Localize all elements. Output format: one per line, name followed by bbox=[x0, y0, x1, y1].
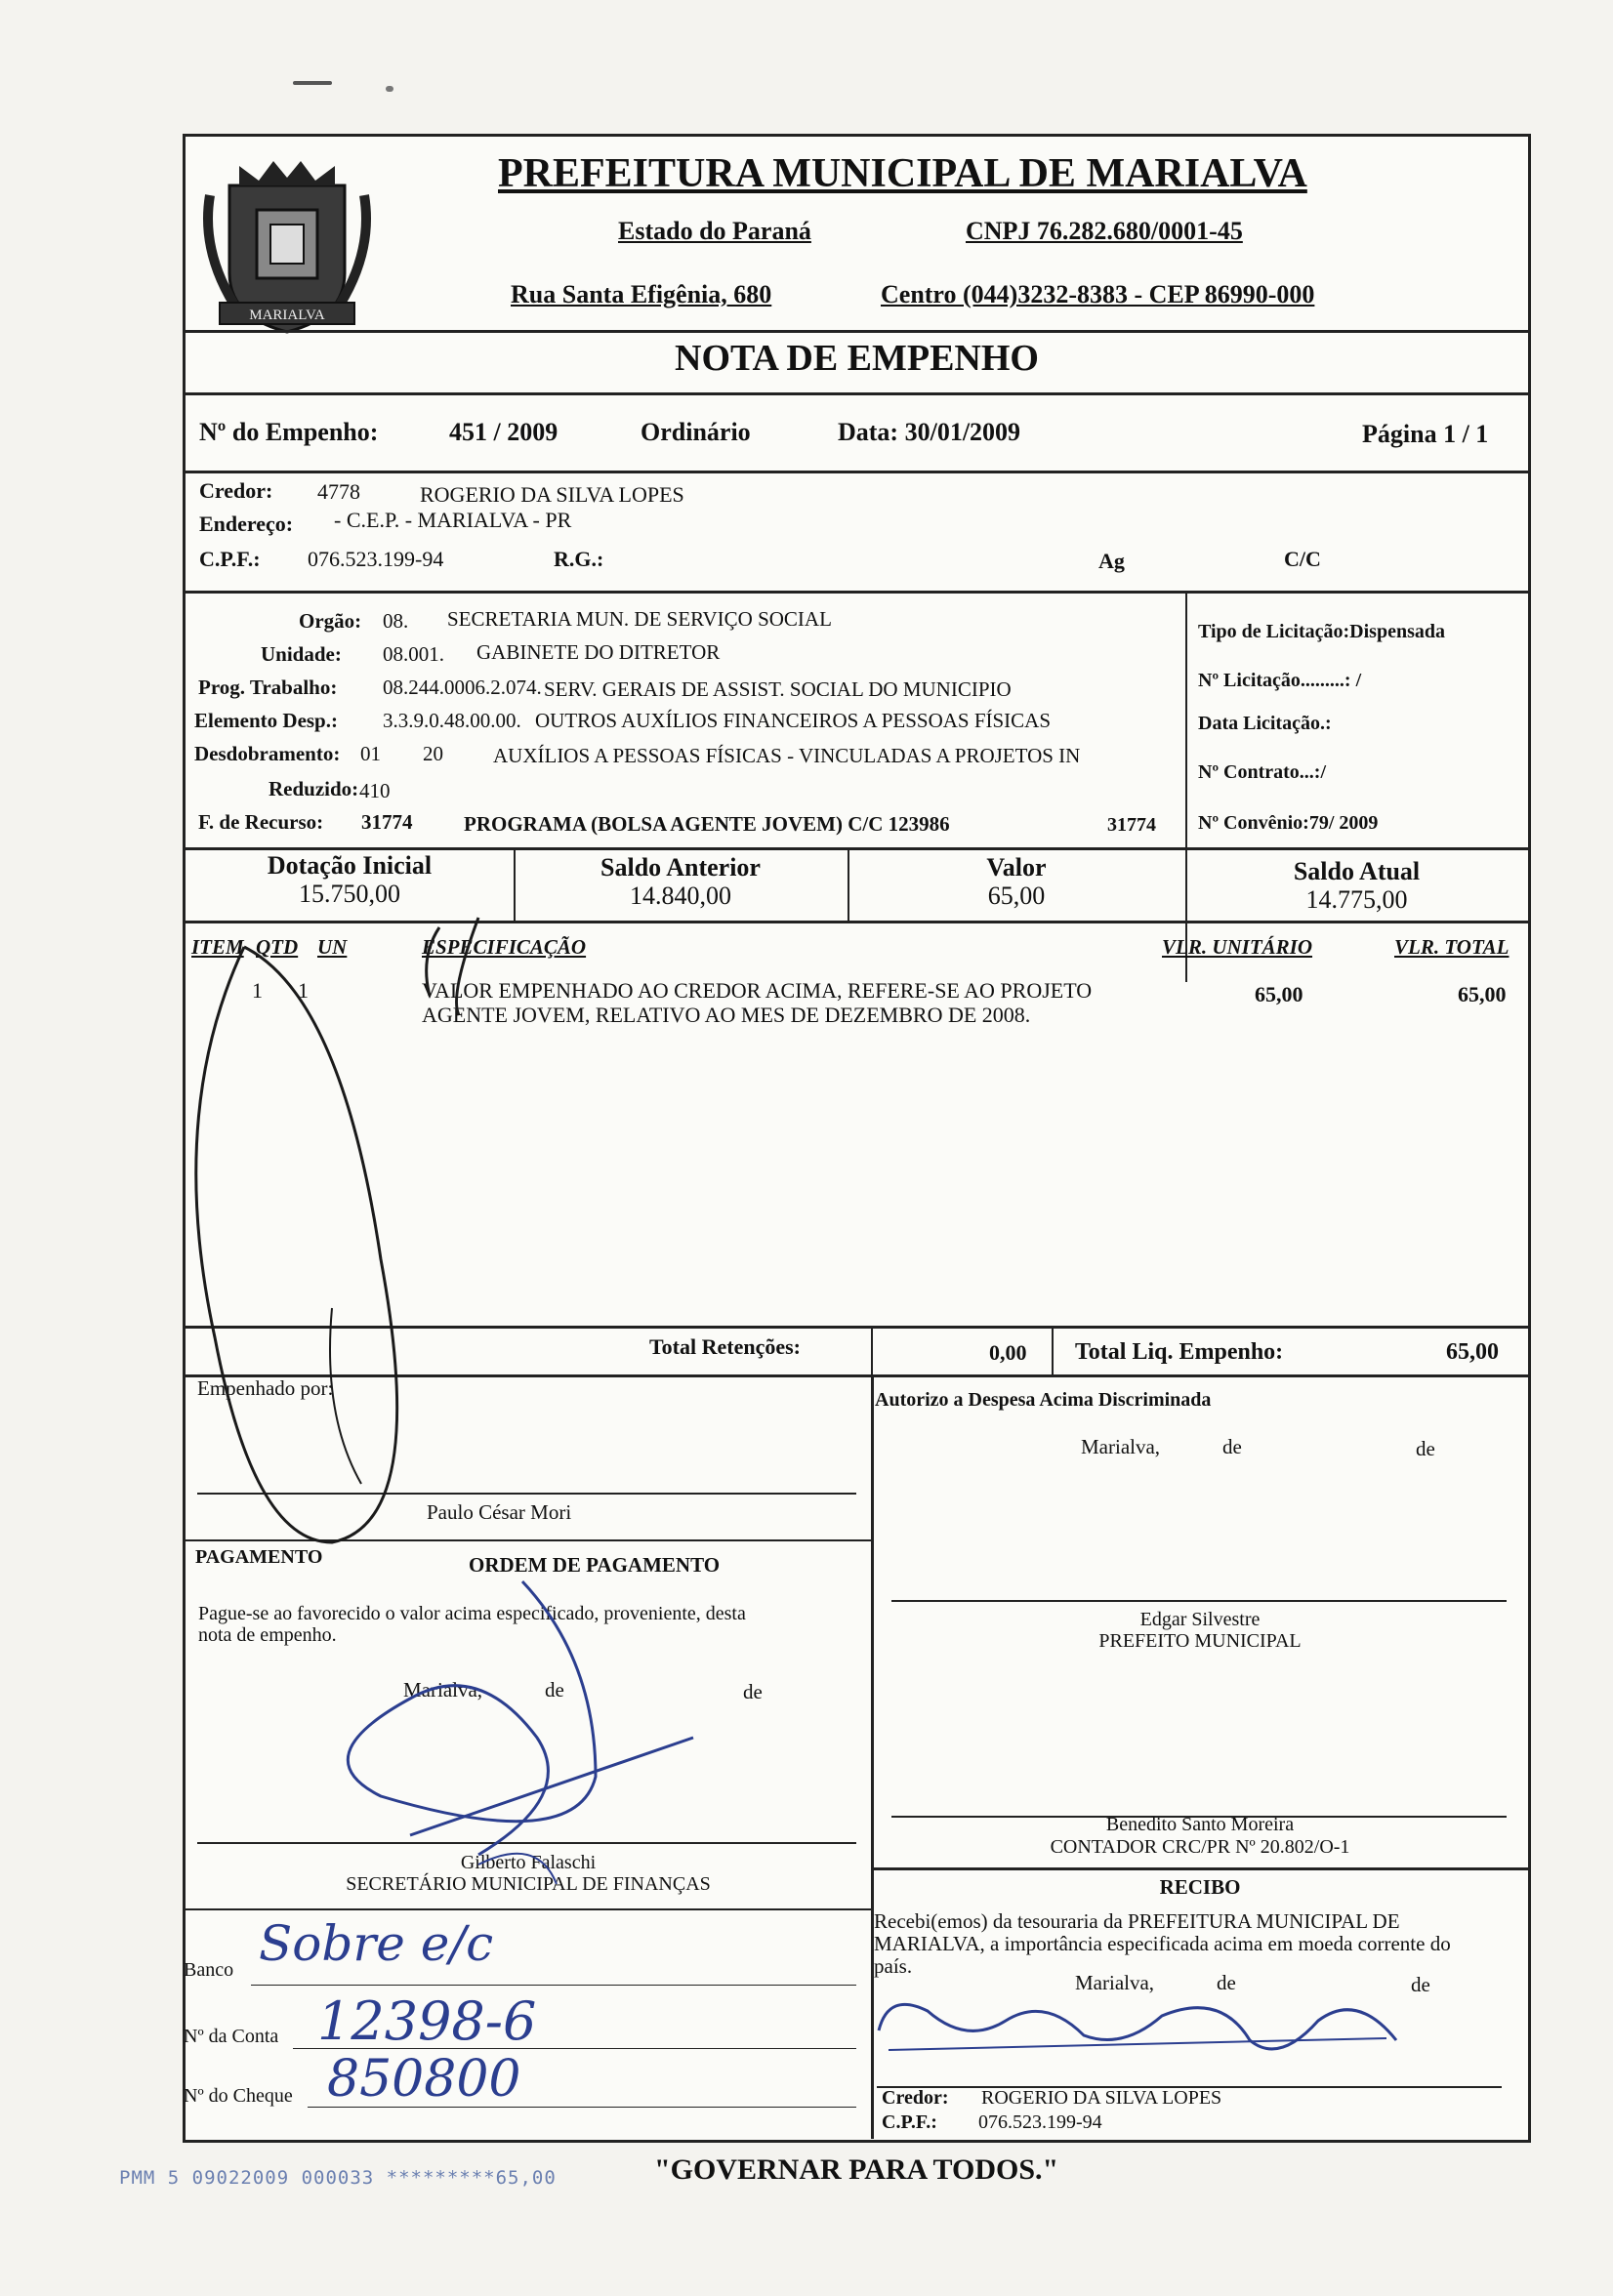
nota-de-empenho-form bbox=[183, 134, 1531, 2143]
receipt-de-1: de bbox=[1217, 1971, 1236, 1994]
agency-label: Ag bbox=[1098, 549, 1125, 573]
row-item: 1 bbox=[252, 978, 263, 1003]
dotacao-label: Dotação Inicial bbox=[267, 851, 433, 880]
receipt-city: Marialva, bbox=[1075, 1971, 1155, 1994]
autorizo-de-1: de bbox=[1222, 1435, 1242, 1458]
col-header-qtd: QTD bbox=[256, 935, 299, 959]
state-label: Estado do Paraná bbox=[618, 217, 811, 245]
elemento-name: OUTROS AUXÍLIOS FINANCEIROS A PESSOAS FÍSICAS bbox=[535, 709, 1052, 732]
desdobramento-name: AUXÍLIOS A PESSOAS FÍSICAS - VINCULADAS A PROJETOS IN bbox=[493, 744, 1081, 767]
cnpj-label: CNPJ 76.282.680/0001-45 bbox=[966, 217, 1243, 245]
row-unit-value: 65,00 bbox=[1255, 982, 1303, 1006]
dotacao-value: 15.750,00 bbox=[299, 880, 400, 908]
recurso-code: 31774 bbox=[361, 810, 413, 834]
empenhado-label: Empenhado por: bbox=[197, 1376, 334, 1400]
prog-label: Prog. Trabalho: bbox=[198, 676, 338, 699]
payment-de-1: de bbox=[545, 1678, 564, 1702]
receipt-credor-label: Credor: bbox=[882, 2087, 949, 2109]
account-number-handwritten: 12398-6 bbox=[317, 1990, 537, 2052]
autorizo-city: Marialva, bbox=[1081, 1435, 1161, 1458]
reduzido-code: 410 bbox=[359, 779, 391, 802]
receipt-cpf-label: C.P.F.: bbox=[882, 2112, 937, 2133]
prog-name: SERV. GERAIS DE ASSIST. SOCIAL DO MUNICIPIO bbox=[544, 677, 1012, 701]
payment-text-2: nota de empenho. bbox=[198, 1624, 337, 1646]
cheque-number-label: Nº do Cheque bbox=[184, 2085, 293, 2107]
receipt-text-1: Recebi(emos) da tesouraria da PREFEITURA MUNICIPAL DE bbox=[874, 1909, 1400, 1933]
secretario-title: SECRETÁRIO MUNICIPAL DE FINANÇAS bbox=[346, 1873, 711, 1895]
prog-code: 08.244.0006.2.074. bbox=[383, 676, 542, 699]
valor-value: 65,00 bbox=[987, 882, 1046, 910]
orgao-label: Orgão: bbox=[299, 609, 362, 633]
bank-label: Banco bbox=[184, 1959, 234, 1981]
desdobramento-code-2: 20 bbox=[423, 742, 443, 765]
page-number: Página 1 / 1 bbox=[1362, 420, 1489, 448]
col-header-total-value: VLR. TOTAL bbox=[1394, 935, 1510, 959]
licitacao-number: Nº Licitação.........: / bbox=[1198, 670, 1362, 691]
reduzido-label: Reduzido: bbox=[269, 777, 359, 800]
desdobramento-code: 01 bbox=[360, 742, 381, 765]
cheque-number-handwritten: 850800 bbox=[327, 2050, 521, 2109]
creditor-label: Credor: bbox=[199, 478, 273, 503]
creditor-address: - C.E.P. - MARIALVA - PR bbox=[334, 508, 572, 532]
licitacao-date: Data Licitação.: bbox=[1198, 713, 1332, 734]
receipt-text-3: país. bbox=[874, 1954, 913, 1978]
payment-city: Marialva, bbox=[403, 1678, 483, 1702]
street-label: Rua Santa Efigênia, 680 bbox=[511, 280, 772, 308]
secretario-name: Gilberto Falaschi bbox=[460, 1852, 597, 1873]
elemento-code: 3.3.9.0.48.00.00. bbox=[383, 709, 521, 732]
payment-text-1: Pague-se ao favorecido o valor acima especificado, proveniente, desta bbox=[198, 1603, 746, 1624]
desdobramento-label: Desdobramento: bbox=[194, 742, 341, 765]
cancel-loop-signature bbox=[186, 137, 1528, 2140]
autorizo-de-2: de bbox=[1416, 1437, 1435, 1460]
payment-order-label: ORDEM DE PAGAMENTO bbox=[469, 1553, 721, 1577]
empenho-number: 451 / 2009 bbox=[449, 418, 558, 446]
retencoes-value: 0,00 bbox=[989, 1340, 1027, 1365]
payment-label: PAGAMENTO bbox=[195, 1546, 323, 1568]
recurso-label: F. de Recurso: bbox=[198, 810, 324, 834]
saldo-atual-value: 14.775,00 bbox=[1305, 885, 1408, 914]
row-spec-line-2: AGENTE JOVEM, RELATIVO AO MES DE DEZEMBRO DE 2008. bbox=[422, 1003, 1031, 1027]
liq-empenho-value: 65,00 bbox=[1446, 1339, 1499, 1365]
address-field-label: Endereço: bbox=[199, 512, 294, 536]
contador-title: CONTADOR CRC/PR Nº 20.802/O-1 bbox=[1050, 1836, 1350, 1858]
prefeito-name: Edgar Silvestre bbox=[1139, 1609, 1261, 1630]
col-header-unit-value: VLR. UNITÁRIO bbox=[1162, 935, 1313, 959]
municipality-title: PREFEITURA MUNICIPAL DE MARIALVA bbox=[498, 151, 1307, 196]
creditor-code: 4778 bbox=[317, 479, 360, 504]
unidade-code: 08.001. bbox=[383, 642, 444, 666]
orgao-code: 08. bbox=[383, 609, 409, 633]
creditor-name: ROGERIO DA SILVA LOPES bbox=[420, 482, 684, 507]
unidade-label: Unidade: bbox=[261, 642, 342, 666]
scan-speckle bbox=[293, 81, 332, 85]
receipt-cpf: 076.523.199-94 bbox=[978, 2112, 1102, 2133]
account-label: C/C bbox=[1284, 547, 1321, 571]
recurso-name: PROGRAMA (BOLSA AGENTE JOVEM) C/C 123986 bbox=[464, 812, 950, 836]
empenho-number-label: Nº do Empenho: bbox=[199, 418, 379, 446]
contador-name: Benedito Santo Moreira bbox=[1105, 1814, 1295, 1835]
col-header-item: ITEM bbox=[191, 935, 244, 959]
valor-label: Valor bbox=[986, 853, 1047, 882]
saldo-anterior-label: Saldo Anterior bbox=[600, 853, 761, 882]
autorizo-text: Autorizo a Despesa Acima Discriminada bbox=[875, 1389, 1212, 1411]
licitacao-type: Tipo de Licitação:Dispensada bbox=[1198, 621, 1445, 642]
prefeito-title: PREFEITO MUNICIPAL bbox=[1098, 1630, 1302, 1652]
convenio-number: Nº Convênio:79/ 2009 bbox=[1198, 812, 1379, 834]
crest-banner-text: MARIALVA bbox=[249, 308, 325, 323]
empenhado-name: Paulo César Mori bbox=[427, 1500, 572, 1524]
account-number-label: Nº da Conta bbox=[184, 2026, 279, 2047]
col-header-un: UN bbox=[317, 935, 348, 959]
orgao-name: SECRETARIA MUN. DE SERVIÇO SOCIAL bbox=[447, 607, 832, 631]
receipt-credor-name: ROGERIO DA SILVA LOPES bbox=[981, 2087, 1222, 2109]
rg-label: R.G.: bbox=[554, 547, 604, 571]
empenho-type: Ordinário bbox=[641, 418, 751, 446]
scan-speckle bbox=[386, 86, 393, 92]
row-total-value: 65,00 bbox=[1458, 982, 1507, 1006]
receipt-de-2: de bbox=[1411, 1973, 1430, 1996]
document-title: NOTA DE EMPENHO bbox=[675, 338, 1039, 379]
row-spec-line-1: VALOR EMPENHADO AO CREDOR ACIMA, REFERE-SE AO PROJETO bbox=[422, 978, 1093, 1003]
row-qtd: 1 bbox=[298, 978, 309, 1003]
recurso-code-2: 31774 bbox=[1107, 814, 1156, 836]
retencoes-label: Total Retenções: bbox=[649, 1334, 801, 1359]
empenho-date: Data: 30/01/2009 bbox=[838, 418, 1021, 446]
cpf-label: C.P.F.: bbox=[199, 547, 261, 571]
payment-de-2: de bbox=[743, 1680, 763, 1703]
address-label: Centro (044)3232-8383 - CEP 86990-000 bbox=[881, 280, 1315, 308]
saldo-anterior-value: 14.840,00 bbox=[630, 882, 731, 910]
receipt-text-2: MARIALVA, a importância especificada acima em moeda corrente do bbox=[874, 1932, 1451, 1955]
bank-value-handwritten: Sobre e/c bbox=[259, 1915, 494, 1972]
footer-motto: "GOVERNAR PARA TODOS." bbox=[654, 2153, 1059, 2186]
contract-number: Nº Contrato...:/ bbox=[1198, 761, 1327, 783]
saldo-atual-label: Saldo Atual bbox=[1293, 857, 1421, 885]
mechanical-stamp: PMM 5 09022009 000033 *********65,00 bbox=[119, 2167, 557, 2189]
elemento-label: Elemento Desp.: bbox=[194, 709, 338, 732]
unidade-name: GABINETE DO DITRETOR bbox=[476, 640, 721, 664]
receipt-title: RECIBO bbox=[1159, 1875, 1241, 1899]
creditor-cpf: 076.523.199-94 bbox=[308, 547, 444, 571]
col-header-spec: ESPECIFICAÇÃO bbox=[422, 935, 587, 959]
liq-empenho-label: Total Liq. Empenho: bbox=[1075, 1339, 1284, 1365]
